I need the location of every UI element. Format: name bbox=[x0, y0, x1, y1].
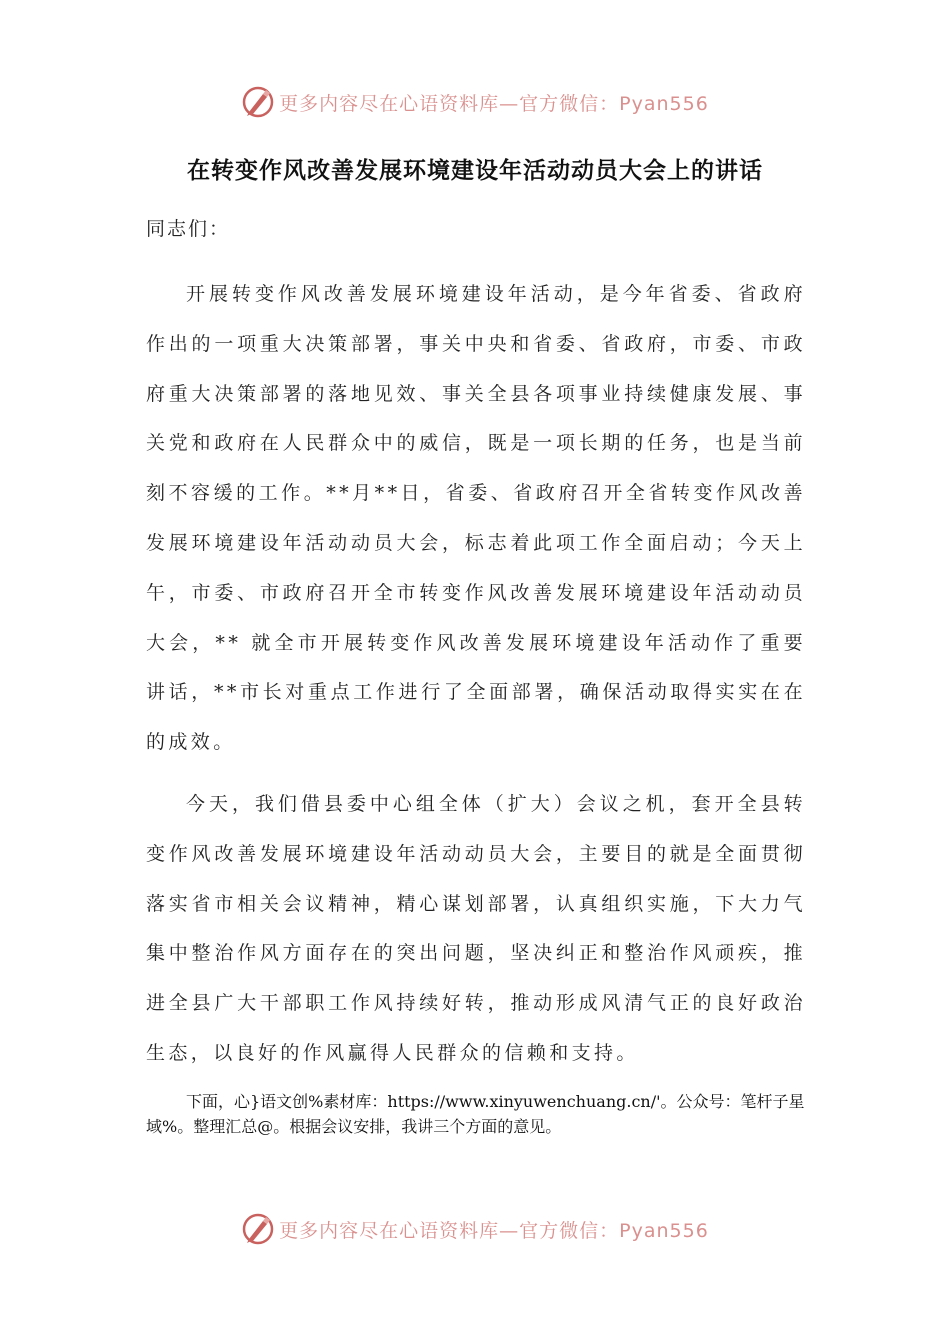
watermark-text: 更多内容尽在心语资料库— bbox=[279, 92, 520, 115]
body-paragraph: 今天，我们借县委中心组全体（扩大）会议之机，套开全县转变作风改善发展环境建设年活动动员大会，主要目的就是全面贯彻落实省市相关会议精神，精心谋划部署，认真组织实施，下大力气集中整治作风方面存在的突出问题，坚决纠正和整治作风顽疾，推进全县广大干部职工作风持续好转，推动形成风清气正的良好政治生态，以良好的作风赢得人民群众的信赖和支持。 bbox=[146, 793, 806, 1064]
watermark-banner-bottom bbox=[0, 1209, 950, 1249]
greeting: 同志们： bbox=[146, 218, 231, 240]
pen-logo-icon bbox=[241, 1212, 275, 1246]
watermark-wechat: 官方微信：Pyan556 bbox=[519, 92, 709, 115]
body-paragraph: 开展转变作风改善发展环境建设年活动，是今年省委、省政府作出的一项重大决策部署，事关中央和省委、省政府，市委、市政府重大决策部署的落地见效、事关全县各项事业持续健康发展、事关党和政府在人民群众中的威信，既是一项长期的任务，也是当前刻不容缓的工作。**月**日，省委、省政府召开全省转变作风改善发展环境建设年活动动员大会，标志着此项工作全面启动；今天上午，市委、市政府召开全市转变作风改善发展环境建设年活动动员大会，** 就全市开展转变作风改善发展环境建设年活动作了重要讲话，**市长对重点工作进行了全面部署，确保活动取得实实在在的成效。 bbox=[146, 283, 806, 754]
watermark-text: 更多内容尽在心语资料库— bbox=[279, 1219, 520, 1242]
watermark-wechat: 官方微信：Pyan556 bbox=[519, 1219, 709, 1242]
pen-logo-icon bbox=[241, 85, 275, 119]
document-title: 在转变作风改善发展环境建设年活动动员大会上的讲话 bbox=[187, 158, 763, 184]
source-note: 下面，心}语文创%素材库：https://www.xinyuwenchuang.cn/'。公众号：笔杆子星域%。整理汇总@。根据会议安排，我讲三个方面的意见。 bbox=[146, 1092, 805, 1136]
watermark-banner-top bbox=[0, 82, 950, 122]
